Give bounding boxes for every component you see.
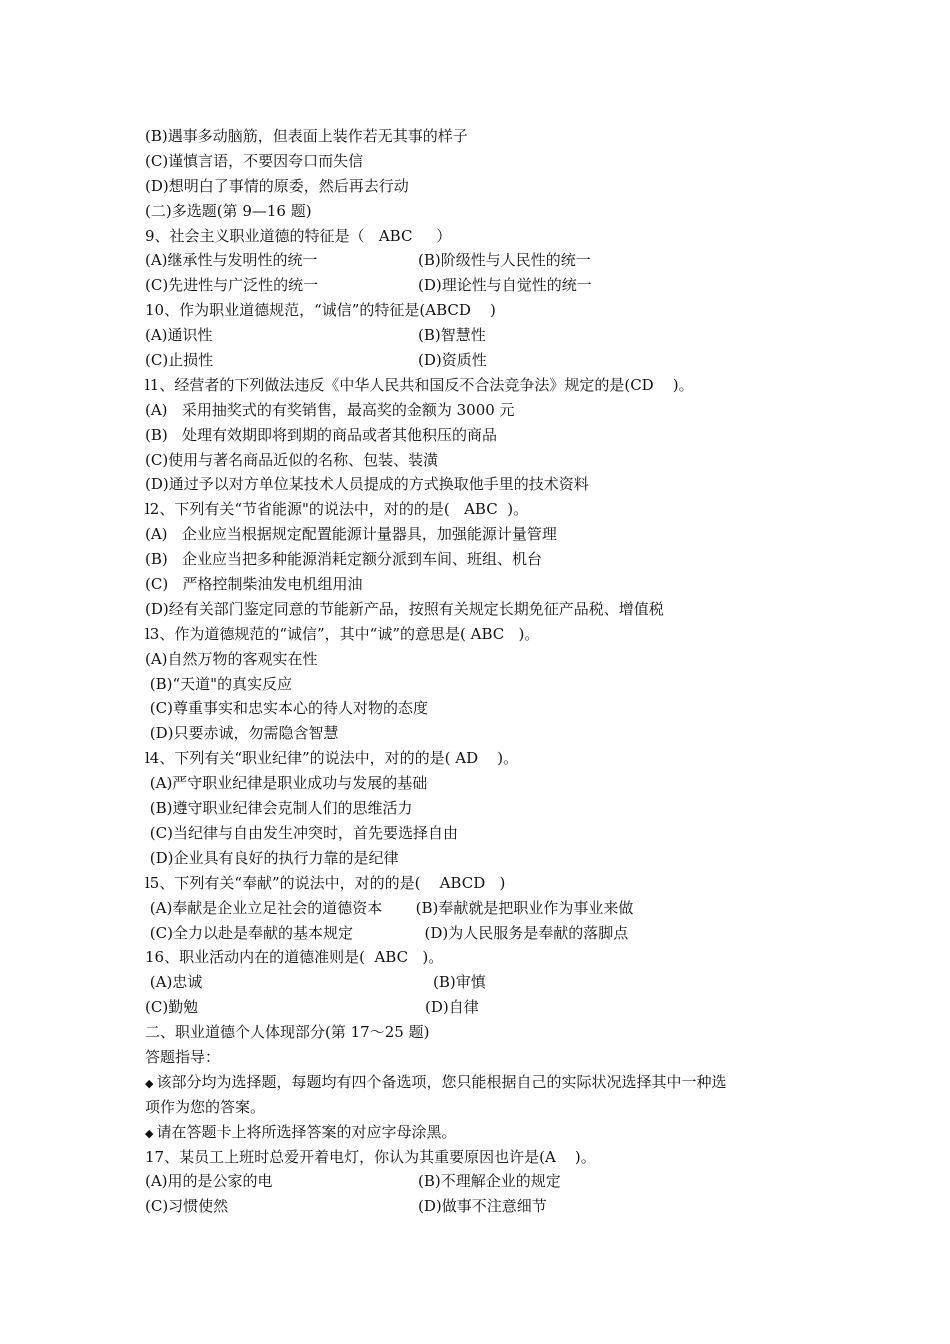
text-line: [145, 323, 825, 348]
text-line: [145, 721, 825, 746]
option-right: (B)审慎: [433, 973, 486, 992]
option-right: (B)阶级性与人民性的统一: [418, 251, 591, 270]
line-text: 17、某员工上班时总爱开着电灯，你认为其重要原因也许是(A )。: [145, 1147, 596, 1166]
text-line: [145, 547, 825, 572]
line-text: 该部分均为选择题，每题均有四个备选项，您只能根据自己的实际状况选择其中一种选: [156, 1072, 727, 1091]
line-text: (A)自然万物的客观实在性: [145, 649, 318, 668]
line-text: l4、下列有关“职业纪律”的说法中，对的的是( AD )。: [145, 749, 519, 768]
option-left: (A)通识性: [145, 326, 213, 345]
text-line: [145, 622, 825, 647]
line-text: 答题指导：: [145, 1047, 221, 1066]
text-line: [145, 248, 825, 273]
line-text: (C)使用与著名商品近似的名称、包装、装潢: [145, 450, 439, 469]
text-line: [145, 149, 825, 174]
text-line: [145, 746, 825, 771]
text-line: [145, 1120, 825, 1145]
text-line: [145, 647, 825, 672]
text-line: [145, 696, 825, 721]
text-line: [145, 273, 825, 298]
text-line: [145, 1070, 825, 1095]
option-right: (B)不理解企业的规定: [418, 1172, 561, 1191]
line-text: (D)经有关部门鉴定同意的节能新产品，按照有关规定长期免征产品税、增值税: [145, 599, 664, 618]
text-line: [145, 597, 825, 622]
text-line: [145, 1020, 825, 1045]
line-text: (D)企业具有良好的执行力靠的是纪律: [145, 848, 399, 867]
line-text: (C)谨慎言语，不要因夸口而失信: [145, 151, 364, 170]
option-left: (C)先进性与广泛性的统一: [145, 276, 319, 295]
text-line: [145, 871, 825, 896]
text-line: [145, 896, 825, 921]
line-text: (B) 企业应当把多种能源消耗定额分派到车间、班组、机台: [145, 550, 543, 569]
option-left: (C)习惯使然: [145, 1197, 229, 1216]
text-line: [145, 1095, 825, 1120]
diamond-bullet-icon: ◆: [145, 1076, 154, 1090]
text-line: [145, 572, 825, 597]
line-text: 项作为您的答案。: [145, 1097, 266, 1116]
option-right: (B)智慧性: [418, 326, 486, 345]
text-line: [145, 995, 825, 1020]
text-line: [145, 846, 825, 871]
option-left: (A)用的是公家的电: [145, 1172, 273, 1191]
text-line: [145, 921, 825, 946]
document-page: [145, 124, 825, 1219]
line-text: 10、作为职业道德规范，“诚信”的特征是(ABCD ): [145, 301, 496, 320]
text-line: [145, 821, 825, 846]
line-text: (C)尊重事实和忠实本心的待人对物的态度: [145, 699, 428, 718]
line-text: (C)当纪律与自由发生冲突时，首先要选择自由: [145, 823, 458, 842]
line-text: (B) 处理有效期即将到期的商品或者其他积压的商品: [145, 425, 498, 444]
line-text: (A)奉献是企业立足社会的道德资本 (B)奉献就是把职业作为事业来做: [145, 898, 634, 917]
text-line: [145, 1045, 825, 1070]
text-line: [145, 1194, 825, 1219]
line-text: 请在答题卡上将所选择答案的对应字母涂黑。: [156, 1122, 457, 1141]
option-right: (D)做事不注意细节: [418, 1197, 547, 1216]
line-text: 9、社会主义职业道德的特征是（ ABC ）: [145, 226, 452, 245]
line-text: (A)严守职业纪律是职业成功与发展的基础: [145, 774, 428, 793]
text-line: [145, 497, 825, 522]
text-line: [145, 348, 825, 373]
text-line: [145, 1145, 825, 1170]
line-text: 16、职业活动内在的道德准则是( ABC )。: [145, 948, 444, 967]
option-right: (D)自律: [425, 998, 479, 1017]
line-text: (B)“天道"的真实反应: [145, 674, 293, 693]
text-line: [145, 124, 825, 149]
option-right: (D)资质性: [418, 351, 487, 370]
option-left: (A)继承性与发明性的统一: [145, 251, 318, 270]
line-text: (二)多选题(第 9—16 题): [145, 201, 312, 220]
line-text: 二、职业道德个人体现部分(第 17～25 题): [145, 1023, 430, 1042]
line-text: (D)想明白了事情的原委，然后再去行动: [145, 176, 409, 195]
line-text: (C) 严格控制柴油发电机组用油: [145, 575, 363, 594]
text-line: [145, 771, 825, 796]
option-left: (C)止损性: [145, 351, 214, 370]
line-text: (A) 采用抽奖式的有奖销售，最高奖的金额为 3000 元: [145, 400, 515, 419]
text-line: [145, 1169, 825, 1194]
line-text: l5、下列有关“奉献”的说法中，对的的是( ABCD ): [145, 873, 506, 892]
line-text: (A) 企业应当根据规定配置能源计量器具，加强能源计量管理: [145, 525, 557, 544]
text-line: [145, 472, 825, 497]
line-text: (B)遇事多动脑筋，但表面上装作若无其事的样子: [145, 127, 468, 145]
option-right: (D)理论性与自觉性的统一: [418, 276, 592, 295]
text-line: [145, 672, 825, 697]
line-text: (C)全力以赴是奉献的基本规定 (D)为人民服务是奉献的落脚点: [145, 923, 629, 942]
text-line: [145, 298, 825, 323]
text-line: [145, 423, 825, 448]
line-text: (D)只要赤诚，勿需隐含智慧: [145, 724, 339, 743]
text-line: [145, 945, 825, 970]
text-line: [145, 970, 825, 995]
line-text: l3、作为道德规范的“诚信”，其中“诚”的意思是( ABC )。: [145, 624, 540, 643]
text-line: [145, 522, 825, 547]
line-text: (B)遵守职业纪律会克制人们的思维活力: [145, 799, 413, 818]
text-line: [145, 448, 825, 473]
diamond-bullet-icon: ◆: [145, 1126, 154, 1140]
option-left: (C)勤勉: [145, 998, 199, 1017]
line-text: l2、下列有关“节省能源"的说法中，对的的是( ABC )。: [145, 500, 529, 519]
text-line: [145, 796, 825, 821]
option-left: (A)忠诚: [145, 973, 203, 992]
text-line: [145, 199, 825, 224]
text-line: [145, 398, 825, 423]
line-text: (D)通过予以对方单位某技术人员提成的方式换取他手里的技术资料: [145, 475, 589, 494]
text-line: [145, 224, 825, 249]
text-line: [145, 373, 825, 398]
line-text: l1、经营者的下列做法违反《中华人民共和国反不合法竞争法》规定的是(CD )。: [145, 375, 694, 394]
text-line: [145, 174, 825, 199]
